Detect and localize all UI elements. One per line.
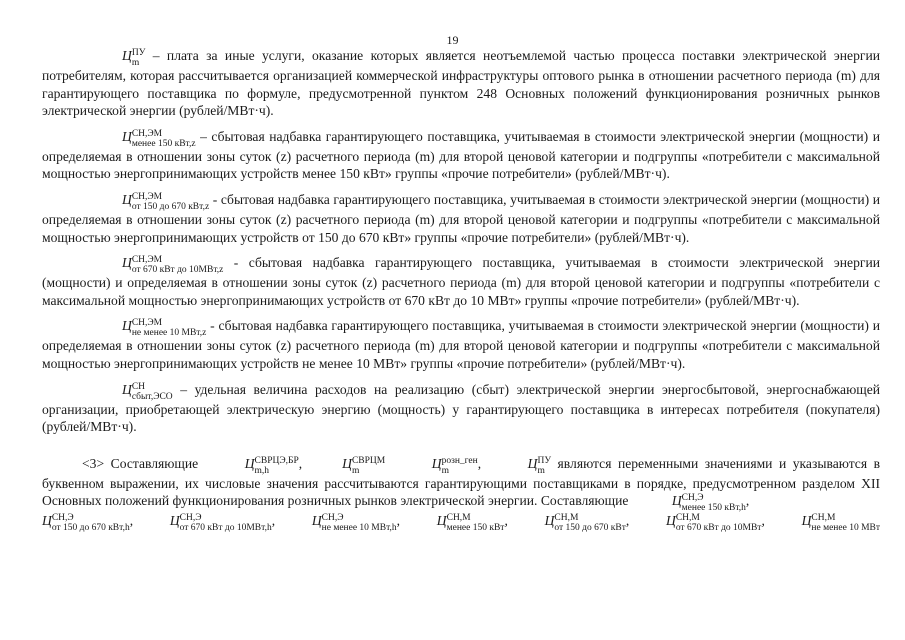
symbol-subscript: от 150 до 670 кВт,z bbox=[131, 201, 210, 212]
formula-symbol bbox=[82, 254, 223, 274]
formula-symbol bbox=[802, 512, 880, 532]
symbol-indices bbox=[351, 455, 386, 476]
definition-text: – плата за иные услуги, оказание которых является неотъемлемой частью процесса поставки электрической энергии потребителям, которая рассчитывается организацией коммерческой инфраструктуры оптового рынка в отношении расчетного периода (m) для гарантирующего поставщика по формуле, предусмотренной пунктом 248 Основных положений функционирования розничных рынков электрической энергии (рублей/МВт·ч). bbox=[42, 48, 880, 119]
formula-symbol bbox=[302, 455, 385, 475]
symbol-base-letter: Ц bbox=[436, 513, 447, 529]
symbol-superscript: СВРЦЭ,БР bbox=[254, 455, 299, 466]
symbol-superscript: СН,ЭМ bbox=[131, 191, 163, 202]
symbol-base-letter: Ц bbox=[122, 128, 132, 144]
symbol-superscript: ПУ bbox=[537, 455, 552, 466]
formula-symbol bbox=[170, 512, 272, 532]
symbol-subscript: m,h bbox=[254, 465, 270, 476]
symbol-indices bbox=[811, 513, 881, 534]
symbol-subscript: от 150 до 670 кВт,h bbox=[51, 523, 130, 534]
formula-symbol bbox=[82, 191, 209, 211]
definition-paragraph bbox=[42, 254, 880, 309]
symbol-indices bbox=[321, 513, 397, 534]
symbol-base-letter: Ц bbox=[431, 455, 442, 471]
symbol-separator: , bbox=[129, 513, 134, 529]
formula-symbol bbox=[82, 128, 196, 148]
symbol-separator: , bbox=[761, 513, 765, 529]
symbol-superscript: СВРЦМ bbox=[351, 455, 386, 466]
symbol-separator: , bbox=[477, 455, 488, 471]
symbol-base-letter: Ц bbox=[122, 381, 132, 397]
definitions-list bbox=[42, 47, 880, 436]
symbol-base-letter: Ц bbox=[122, 48, 132, 63]
definition-paragraph bbox=[42, 128, 880, 183]
symbol-subscript: от 670 кВт до 10МВт,z bbox=[131, 265, 224, 276]
symbol-indices bbox=[131, 255, 224, 276]
symbol-indices bbox=[554, 513, 626, 534]
symbol-base-letter: Ц bbox=[122, 191, 132, 207]
definition-text: – сбытовая надбавка гарантирующего поставщика, учитываемая в стоимости электрической энергии (мощности) и определяемая в отношении зоны суток (z) расчетного периода (m) для второй ценовой категории и подгруппы «потребители с максимальной мощностью энергопринимающих устройств менее 150 кВт» группы «прочие потребители» (рублей/МВт·ч). bbox=[42, 128, 880, 182]
symbol-subscript: не менее 10 МВт,z bbox=[131, 328, 207, 339]
footnote-prefix: <3> Составляющие bbox=[82, 455, 205, 471]
symbol-indices bbox=[131, 48, 146, 68]
symbol-subscript: от 150 до 670 кВт bbox=[554, 523, 626, 534]
symbol-indices bbox=[254, 455, 299, 476]
symbol-indices bbox=[179, 513, 272, 534]
symbol-base-letter: Ц bbox=[42, 513, 52, 529]
formula-symbol bbox=[42, 512, 130, 532]
symbol-subscript: m bbox=[131, 58, 140, 68]
symbol-subscript: менее 150 кВт bbox=[446, 523, 505, 534]
symbol-separator: , bbox=[396, 513, 401, 529]
symbol-base-letter: Ц bbox=[311, 513, 322, 529]
symbol-subscript: менее 150 кВт,z bbox=[131, 138, 196, 149]
definition-text: – удельная величина расходов на реализацию (сбыт) электрической энергии энергосбытовой, энергоснабжающей организации, приобретающей электрическую энергию (мощность) у гарантирующего поставщика в интересах потребителя (покупателя) (рублей/МВт·ч). bbox=[42, 381, 880, 435]
formula-symbol bbox=[82, 381, 173, 401]
formula-symbol bbox=[545, 512, 626, 532]
symbol-subscript: не менее 10 МВт,h bbox=[321, 523, 397, 534]
symbol-indices bbox=[131, 191, 210, 212]
symbol-indices bbox=[131, 381, 173, 402]
formula-symbol bbox=[205, 455, 299, 475]
symbol-superscript: СН,Э bbox=[681, 493, 704, 504]
symbol-separator: , bbox=[271, 513, 276, 529]
footnote-3 bbox=[42, 455, 880, 533]
symbol-superscript: СН,М bbox=[811, 513, 836, 524]
definition-paragraph bbox=[42, 47, 880, 120]
formula-symbol bbox=[632, 492, 746, 512]
formula-symbol bbox=[666, 512, 761, 532]
symbol-subscript: сбыт,ЭСО bbox=[131, 391, 173, 402]
symbol-base-letter: Ц bbox=[671, 493, 682, 509]
symbol-subscript: не менее 10 МВт bbox=[811, 523, 881, 534]
symbol-base-letter: Ц bbox=[527, 455, 538, 471]
symbol-separator: , bbox=[298, 455, 303, 471]
symbol-indices bbox=[446, 513, 505, 534]
symbol-superscript: СН,ЭМ bbox=[131, 128, 163, 139]
definition-paragraph bbox=[42, 381, 880, 436]
symbol-superscript: СН,ЭМ bbox=[131, 318, 163, 329]
symbol-base-letter: Ц bbox=[544, 513, 555, 529]
footnote-paragraph bbox=[42, 455, 880, 513]
symbol-superscript: СН,Э bbox=[51, 513, 74, 524]
footnote-symbol-line bbox=[42, 512, 880, 532]
symbol-indices bbox=[131, 318, 207, 339]
definition-text: - сбытовая надбавка гарантирующего поставщика, учитываемая в стоимости электрической энергии (мощности) и определяемая в отношении зоны суток (z) расчетного периода (m) для второй ценовой категории и подгруппы «потребители с максимальной мощностью энергопринимающих устройств от 670 кВт до 10 МВт» группы «прочие потребители» (рублей/МВт·ч). bbox=[42, 255, 880, 308]
symbol-base-letter: Ц bbox=[342, 455, 352, 471]
symbol-separator: , bbox=[625, 513, 630, 529]
symbol-indices bbox=[441, 455, 478, 476]
symbol-base-letter: Ц bbox=[244, 455, 255, 471]
formula-symbol bbox=[436, 512, 508, 534]
symbol-superscript: СН,М bbox=[675, 513, 700, 524]
symbol-superscript: СН,М bbox=[446, 513, 471, 524]
symbol-base-letter: Ц bbox=[122, 255, 132, 271]
definition-paragraph bbox=[42, 317, 880, 372]
symbol-indices bbox=[51, 513, 130, 534]
document-body bbox=[42, 47, 880, 532]
symbol-superscript: СН,Э bbox=[179, 513, 202, 524]
symbol-superscript: СН,ЭМ bbox=[131, 255, 163, 266]
symbol-superscript: СН,М bbox=[554, 513, 579, 524]
symbol-base-letter: Ц bbox=[801, 513, 812, 529]
symbol-superscript: розн_ген bbox=[441, 455, 478, 466]
symbol-separator: , bbox=[745, 493, 750, 509]
symbol-subscript: от 670 кВт до 10МВт bbox=[675, 523, 762, 534]
symbol-superscript: СН,Э bbox=[321, 513, 344, 524]
symbol-subscript: менее 150 кВт,h bbox=[681, 503, 746, 514]
formula-symbol bbox=[312, 512, 397, 532]
definition-paragraph bbox=[42, 191, 880, 246]
page-number: 19 bbox=[446, 33, 459, 47]
formula-symbol bbox=[82, 47, 145, 67]
symbol-subscript: m bbox=[441, 465, 449, 476]
symbol-indices bbox=[675, 513, 762, 534]
formula-symbol bbox=[488, 455, 551, 475]
symbol-base-letter: Ц bbox=[169, 513, 180, 529]
symbol-separator: , bbox=[504, 513, 508, 529]
symbol-subscript: m bbox=[351, 465, 360, 476]
symbol-superscript: ПУ bbox=[131, 48, 146, 58]
formula-symbol bbox=[82, 317, 206, 337]
symbol-subscript: m bbox=[537, 465, 545, 476]
symbol-superscript: СН bbox=[131, 381, 146, 392]
footnote-text: являются переменными значениями и указываются в буквенном выражении, их числовые значения рассчитываются гарантирующими поставщиками в порядке, предусмотренном разделом XII Основных положений функционирования розничных рынков электрической энергии. Составляющие bbox=[42, 455, 881, 509]
symbol-indices bbox=[537, 455, 552, 476]
symbol-base-letter: Ц bbox=[122, 318, 132, 334]
symbol-indices bbox=[681, 493, 746, 514]
formula-symbol bbox=[392, 455, 478, 475]
symbol-indices bbox=[131, 128, 196, 149]
definition-text: - сбытовая надбавка гарантирующего поставщика, учитываемая в стоимости электрической энергии (мощности) и определяемая в отношении зоны суток (z) расчетного периода (m) для второй ценовой категории и подгруппы «потребители с максимальной мощностью энергопринимающих устройств от 150 до 670 кВт» группы «прочие потребители» (рублей/МВт·ч). bbox=[42, 191, 880, 245]
definition-text: - сбытовая надбавка гарантирующего поставщика, учитываемая в стоимости электрической энергии (мощности) и определяемая в отношении зоны суток (z) расчетного периода (m) для второй ценовой категории и подгруппы «потребители с максимальной мощностью энергопринимающих устройств не менее 10 МВт» группы «прочие потребители» (рублей/МВт·ч). bbox=[42, 318, 880, 371]
symbol-base-letter: Ц bbox=[665, 513, 676, 529]
symbol-subscript: от 670 кВт до 10МВт,h bbox=[179, 523, 272, 534]
